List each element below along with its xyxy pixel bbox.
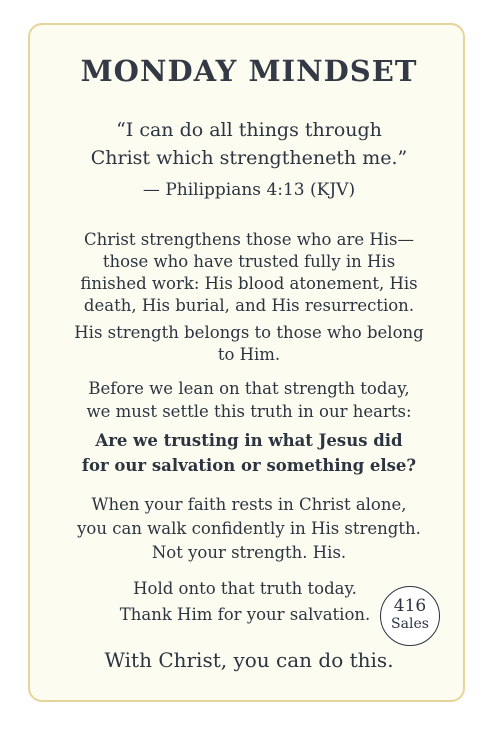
closing-line: With Christ, you can do this.	[104, 648, 394, 672]
question-line-2: for our salvation or something else?	[81, 456, 417, 475]
paragraph-3-line-3: Not your strength. His.	[151, 543, 347, 562]
paragraph-1-line-1: Christ strengthens those who are His—	[83, 230, 415, 249]
scripture-quote-line-1: “I can do all things through	[116, 119, 382, 141]
card-title: MONDAY MINDSET	[80, 54, 418, 88]
sales-badge	[380, 586, 440, 646]
question-line-1: Are we trusting in what Jesus did	[95, 431, 403, 450]
paragraph-2-line-2: we must settle this truth in our hearts:	[86, 402, 412, 421]
paragraph-1-line-3: finished work: His blood atonement, His	[80, 274, 418, 293]
paragraph-3-line-2: you can walk confidently in His strength.	[77, 519, 421, 538]
paragraph-4-line-1: Hold onto that truth today.	[133, 579, 357, 598]
scripture-reference: — Philippians 4:13 (KJV)	[142, 180, 356, 200]
sales-count: 416	[393, 596, 427, 616]
paragraph-1-line-4: death, His burial, and His resurrection.	[83, 296, 415, 315]
paragraph-4-line-2: Thank Him for your salvation.	[119, 605, 371, 624]
sales-label: Sales	[391, 616, 429, 632]
paragraph-1-line-2: those who have trusted fully in His	[102, 252, 396, 271]
paragraph-2-line-1: Before we lean on that strength today,	[88, 379, 410, 398]
paragraph-3-line-1: When your faith rests in Christ alone,	[91, 495, 407, 514]
scripture-quote-line-2: Christ which strengtheneth me.”	[90, 147, 408, 169]
paragraph-1-line-5: His strength belongs to those who belong	[74, 323, 424, 342]
paragraph-1-line-6: to Him.	[217, 345, 281, 364]
